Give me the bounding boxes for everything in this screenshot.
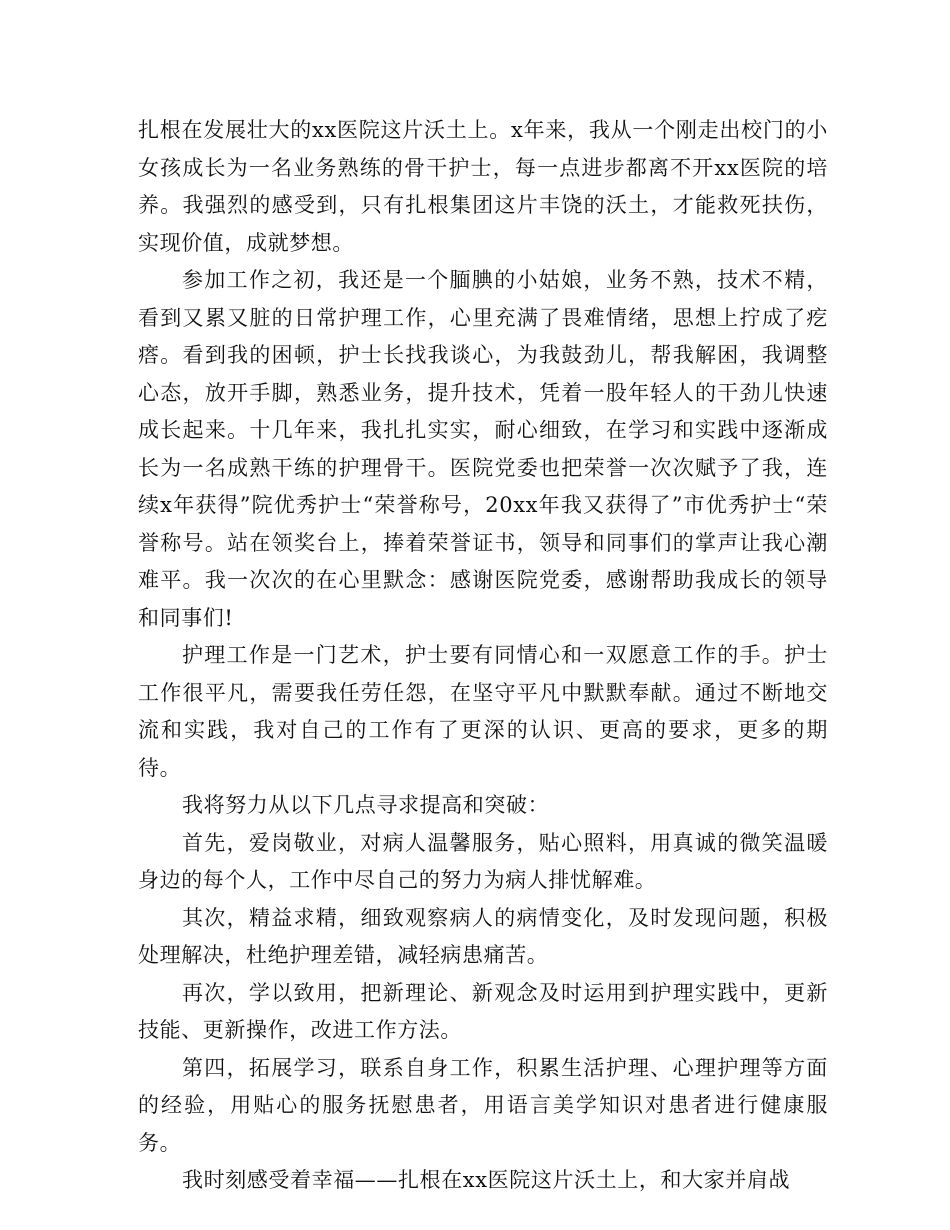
paragraph-8: 第四，拓展学习，联系自身工作，积累生活护理、心理护理等方面的经验，用贴心的服务抚慰患者，用语言美学知识对患者进行健康服务。: [138, 1055, 828, 1155]
paragraph-6: 其次，精益求精，细致观察病人的病情变化，及时发现问题，积极处理解决，杜绝护理差错，减轻病患痛苦。: [138, 905, 828, 967]
paragraph-2: 参加工作之初，我还是一个腼腆的小姑娘，业务不熟，技术不精，看到又累又脏的日常护理工作，心里充满了畏难情绪，思想上拧成了疙瘩。看到我的困顿，护士长找我谈心，为我鼓劲儿，帮我解困，我调整心态，放开手脚，熟悉业务，提升技术，凭着一股年轻人的干劲儿快速成长起来。十几年来，我扎扎实实，耐心细致，在学习和实践中逐渐成长为一名成熟干练的护理骨干。医院党委也把荣誉一次次赋予了我，连续x年获得”院优秀护士“荣誉称号，20xx年我又获得了”市优秀护士“荣誉称号。站在领奖台上，捧着荣誉证书，领导和同事们的掌声让我心潮难平。我一次次的在心里默念：感谢医院党委，感谢帮助我成长的领导和同事们!: [138, 268, 828, 630]
paragraph-3: 护理工作是一门艺术，护士要有同情心和一双愿意工作的手。护士工作很平凡，需要我任劳任怨，在坚守平凡中默默奉献。通过不断地交流和实践，我对自己的工作有了更深的认识、更高的要求，更多的期待。: [138, 643, 828, 780]
paragraph-5: 首先，爱岗敬业，对病人温馨服务，贴心照料，用真诚的微笑温暖身边的每个人，工作中尽自己的努力为病人排忧解难。: [138, 830, 828, 892]
paragraph-9: 我时刻感受着幸福——扎根在xx医院这片沃土上，和大家并肩战: [182, 1168, 791, 1192]
paragraph-1: 扎根在发展壮大的xx医院这片沃土上。x年来，我从一个刚走出校门的小女孩成长为一名业务熟练的骨干护士，每一点进步都离不开xx医院的培养。我强烈的感受到，只有扎根集团这片丰饶的沃土，才能救死扶伤，实现价值，成就梦想。: [138, 118, 828, 255]
paragraph-4: 我将努力从以下几点寻求提高和突破：: [182, 793, 550, 817]
paragraph-7: 再次，学以致用，把新理论、新观念及时运用到护理实践中，更新技能、更新操作，改进工作方法。: [138, 980, 828, 1042]
document-body: [138, 112, 828, 1200]
